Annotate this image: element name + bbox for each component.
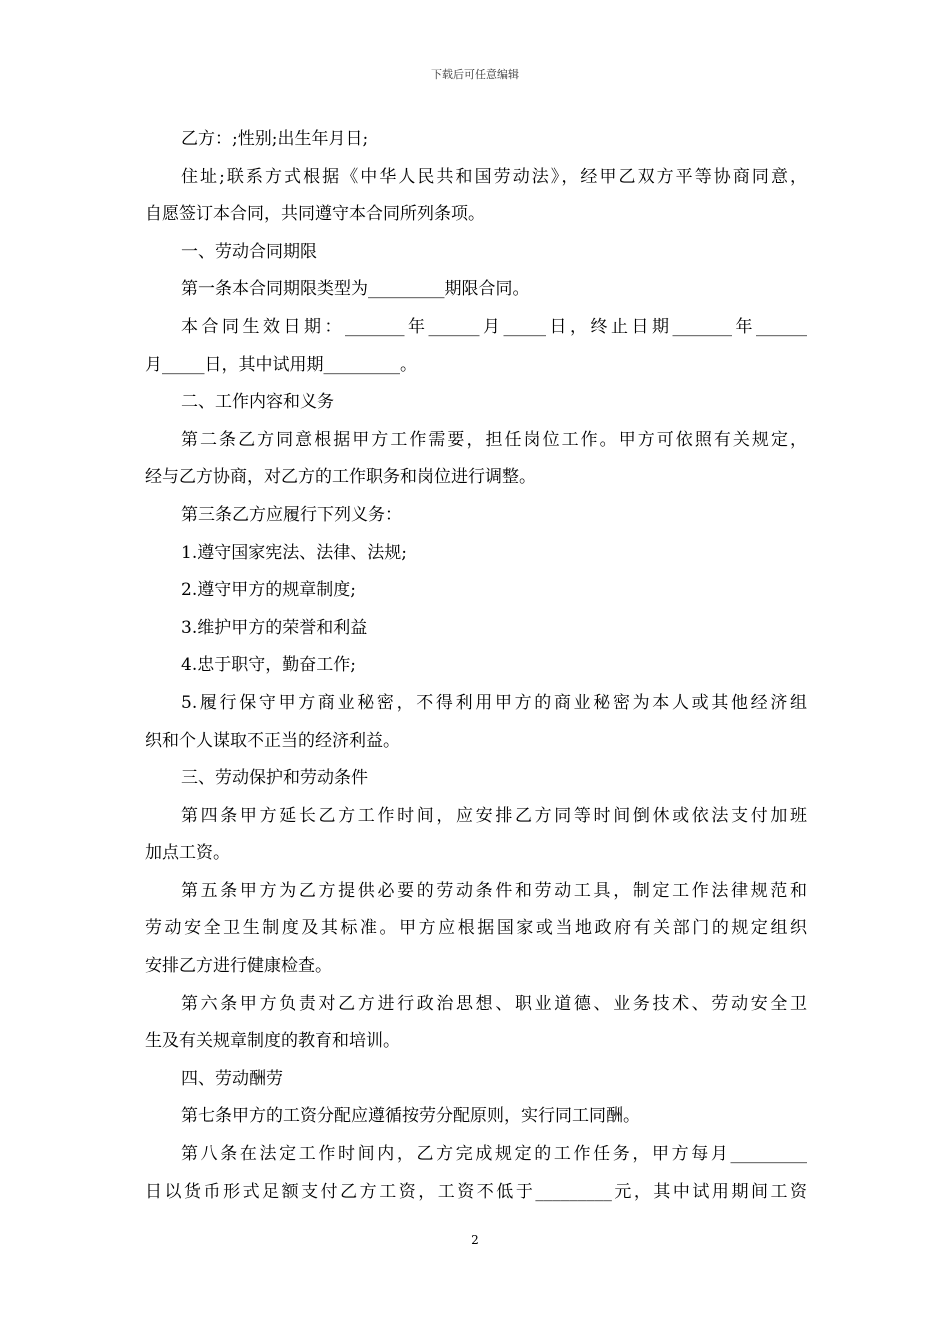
text-line: 三、劳动保护和劳动条件 [181,768,368,789]
text-line: 四、劳动酬劳 [181,1068,283,1089]
text-line: 4.忠于职守，勤奋工作; [181,655,356,676]
text-line: 劳动安全卫生制度及其标准。甲方应根据国家或当地政府有关部门的规定组织 [145,918,807,939]
text-line: 乙方：;性别;出生年月日; [181,129,369,149]
document-body [145,121,807,1211]
page-number: 2 [471,1233,479,1247]
text-line: 第一条本合同期限类型为_________期限合同。 [181,279,530,300]
text-line: 安排乙方进行健康检查。 [145,956,332,977]
text-line: 第六条甲方负责对乙方进行政治思想、职业道德、业务技术、劳动安全卫 [181,993,807,1014]
text-line: 月_____日，其中试用期_________。 [145,354,417,375]
text-line: 第三条乙方应履行下列义务： [181,504,402,525]
page-header-note: 下载后可任意编辑 [431,68,519,81]
text-line: 3.维护甲方的荣誉和利益 [181,617,368,638]
text-line: 第七条甲方的工资分配应遵循按劳分配原则，实行同工同酬。 [181,1106,640,1127]
text-line: 自愿签订本合同，共同遵守本合同所列条项。 [145,204,485,225]
text-line: 第四条甲方延长乙方工作时间，应安排乙方同等时间倒休或依法支付加班 [181,805,807,826]
text-line: 1.遵守国家宪法、法律、法规; [181,542,407,563]
text-line: 加点工资。 [145,843,230,864]
text-line: 本合同生效日期：_______年______月_____日，终止日期_______年______ [181,316,807,337]
text-line: 一、劳动合同期限 [181,241,317,262]
text-line: 第八条在法定工作时间内，乙方完成规定的工作任务，甲方每月_________ [181,1144,807,1165]
text-line: 第二条乙方同意根据甲方工作需要，担任岗位工作。甲方可依照有关规定， [181,429,807,450]
text-line: 2.遵守甲方的规章制度; [181,580,356,601]
text-line: 生及有关规章制度的教育和培训。 [145,1031,400,1052]
text-line: 5.履行保守甲方商业秘密，不得利用甲方的商业秘密为本人或其他经济组 [181,692,807,713]
text-line: 织和个人谋取不正当的经济利益。 [145,730,400,751]
text-line: 住址;联系方式根据《中华人民共和国劳动法》，经甲乙双方平等协商同意， [181,166,807,187]
text-line: 二、工作内容和义务 [181,392,334,413]
text-line: 第五条甲方为乙方提供必要的劳动条件和劳动工具，制定工作法律规范和 [181,880,807,901]
text-line: 经与乙方协商，对乙方的工作职务和岗位进行调整。 [145,467,536,488]
text-line: 日以货币形式足额支付乙方工资，工资不低于_________元，其中试用期间工资 [145,1181,807,1202]
